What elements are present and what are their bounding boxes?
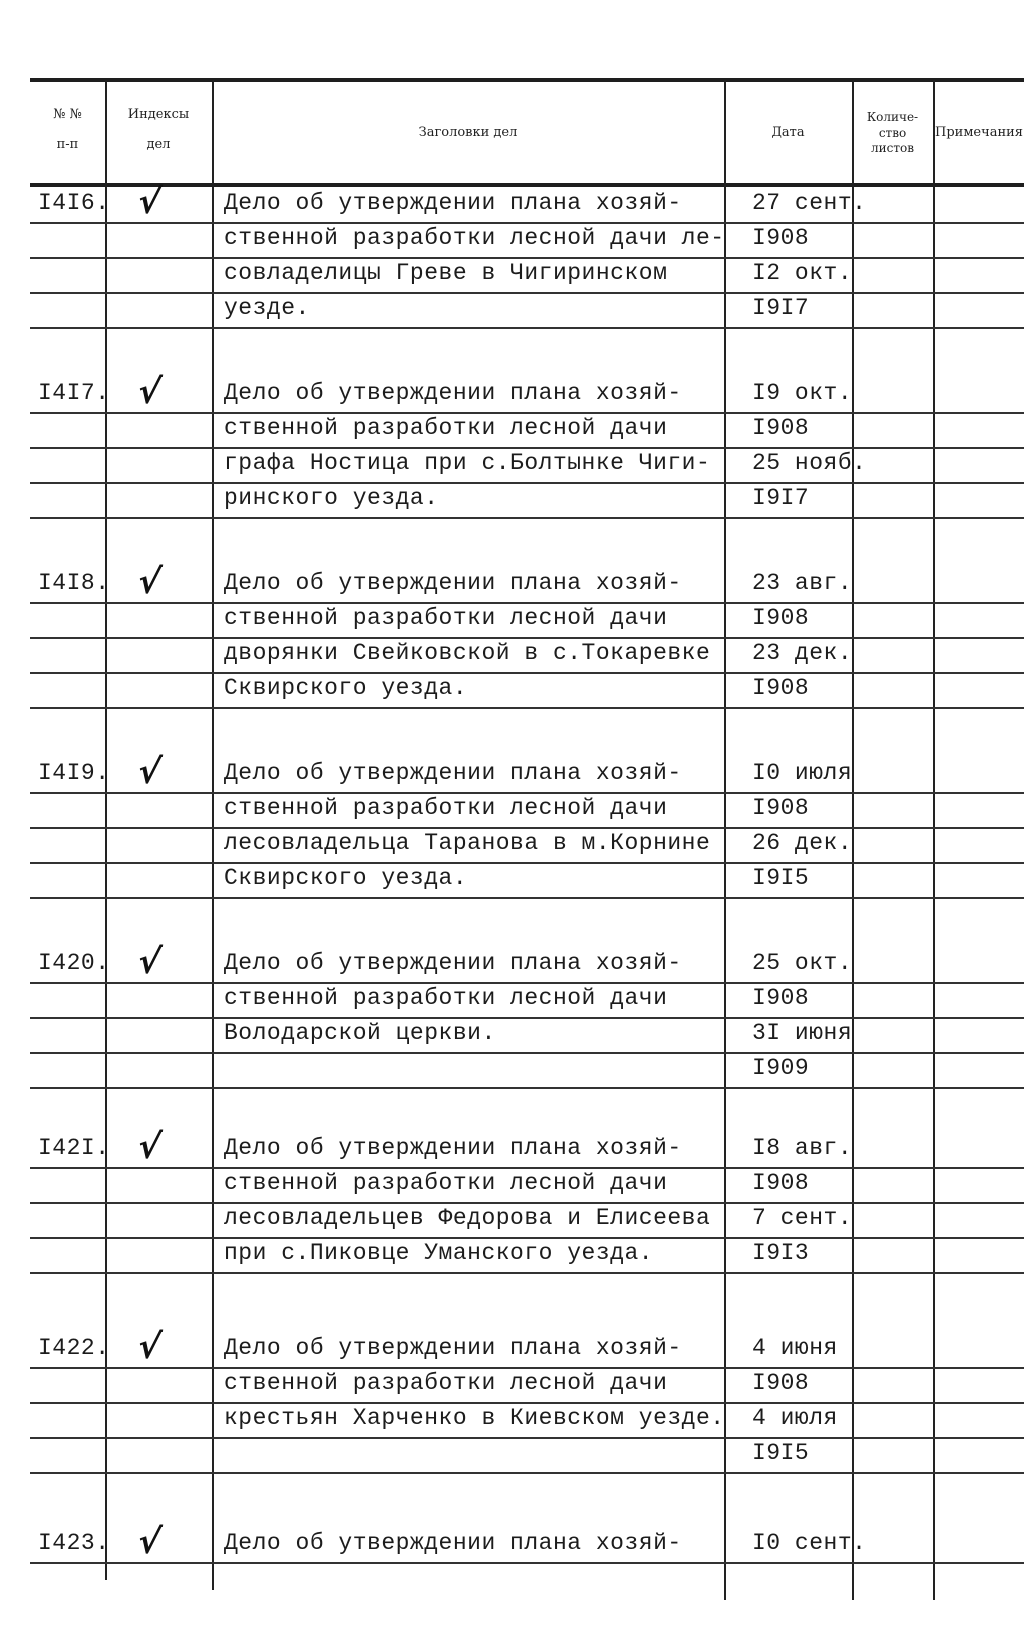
record-date-line: I908 bbox=[752, 1370, 810, 1396]
record-title-line: Дело об утверждении плана хозяй- bbox=[224, 1335, 682, 1361]
record-title-line: уезде. bbox=[224, 295, 310, 321]
row-rule bbox=[30, 222, 1024, 224]
record-title-line: ственной разработки лесной дачи bbox=[224, 605, 668, 631]
header-bottom-rule bbox=[30, 183, 1024, 187]
record-date-line: I9I5 bbox=[752, 865, 810, 891]
record-number: I420. bbox=[38, 950, 110, 976]
row-rule bbox=[30, 672, 1024, 674]
record-title-line: Дело об утверждении плана хозяй- bbox=[224, 570, 682, 596]
record-date-line: I908 bbox=[752, 1170, 810, 1196]
row-rule bbox=[30, 897, 1024, 899]
row-rule bbox=[30, 862, 1024, 864]
record-title-line: ственной разработки лесной дачи bbox=[224, 985, 668, 1011]
row-rule bbox=[30, 1402, 1024, 1404]
record-date-line: I908 bbox=[752, 985, 810, 1011]
row-rule bbox=[30, 1237, 1024, 1239]
record-title-line: Сквирского уезда. bbox=[224, 675, 468, 701]
header-sheets-line2: ство bbox=[878, 125, 907, 140]
column-divider bbox=[933, 80, 935, 1600]
record-date-line: 4 июня bbox=[752, 1335, 838, 1361]
row-rule bbox=[30, 827, 1024, 829]
row-rule bbox=[30, 707, 1024, 709]
record-date-line: I2 окт. bbox=[752, 260, 853, 286]
row-rule bbox=[30, 1367, 1024, 1369]
record-date-line: I9 окт. bbox=[752, 380, 853, 406]
record-date-line: I9I7 bbox=[752, 485, 810, 511]
column-divider bbox=[852, 80, 854, 1600]
header-number-line1: № № bbox=[53, 107, 82, 122]
column-divider bbox=[724, 80, 726, 1600]
record-title-line: дворянки Свейковской в с.Токаревке bbox=[224, 640, 711, 666]
column-divider bbox=[212, 80, 214, 1590]
row-rule bbox=[30, 327, 1024, 329]
record-title-line: графа Ностица при с.Болтынке Чиги- bbox=[224, 450, 711, 476]
record-date-line: 7 сент. bbox=[752, 1205, 853, 1231]
header-notes: Примечания bbox=[935, 125, 1024, 140]
record-title-line: лесовладельца Таранова в м.Корнине bbox=[224, 830, 711, 856]
record-date-line: 4 июля bbox=[752, 1405, 838, 1431]
checkmark-icon: √ bbox=[135, 1127, 164, 1167]
table-top-rule bbox=[30, 78, 1024, 82]
record-date-line: I908 bbox=[752, 675, 810, 701]
row-rule bbox=[30, 1472, 1024, 1474]
record-title-line: Дело об утверждении плана хозяй- bbox=[224, 760, 682, 786]
header-title: Заголовки дел bbox=[418, 125, 518, 140]
record-title-line: при с.Пиковце Уманского уезда. bbox=[224, 1240, 654, 1266]
record-date-line: 26 дек. bbox=[752, 830, 853, 856]
record-number: I4I7. bbox=[38, 380, 110, 406]
row-rule bbox=[30, 1087, 1024, 1089]
header-sheets-line3: листов bbox=[871, 141, 914, 156]
header-number-line2: п-п bbox=[56, 136, 79, 152]
record-title-line: ственной разработки лесной дачи bbox=[224, 1170, 668, 1196]
header-number bbox=[30, 106, 105, 153]
checkmark-icon: √ bbox=[135, 942, 164, 982]
record-date-line: I909 bbox=[752, 1055, 810, 1081]
header-sheets bbox=[852, 110, 933, 157]
record-date-line: I0 сент. bbox=[752, 1530, 867, 1556]
record-title-line: Дело об утверждении плана хозяй- bbox=[224, 380, 682, 406]
record-date-line: I9I5 bbox=[752, 1440, 810, 1466]
row-rule bbox=[30, 637, 1024, 639]
header-index-line2: дел bbox=[146, 136, 171, 152]
record-title-line: крестьян Харченко в Киевском уезде. bbox=[224, 1405, 725, 1431]
record-number: I4I9. bbox=[38, 760, 110, 786]
row-rule bbox=[30, 517, 1024, 519]
checkmark-icon: √ bbox=[135, 372, 164, 412]
record-number: I4I6. bbox=[38, 190, 110, 216]
record-number: I422. bbox=[38, 1335, 110, 1361]
record-date-line: I908 bbox=[752, 415, 810, 441]
record-number: I4I8. bbox=[38, 570, 110, 596]
checkmark-icon: √ bbox=[135, 1522, 164, 1562]
header-sheets-line1: Количе- bbox=[866, 110, 919, 124]
record-title-line: ственной разработки лесной дачи bbox=[224, 795, 668, 821]
record-number: I42I. bbox=[38, 1135, 110, 1161]
record-title-line: ственной разработки лесной дачи ле- bbox=[224, 225, 725, 251]
record-title-line: совладелицы Греве в Чигиринском bbox=[224, 260, 668, 286]
row-rule bbox=[30, 1272, 1024, 1274]
checkmark-icon: √ bbox=[135, 562, 164, 602]
record-date-line: I908 bbox=[752, 605, 810, 631]
header-index-line1: Индексы bbox=[127, 107, 190, 122]
row-rule bbox=[30, 982, 1024, 984]
record-title-line: ственной разработки лесной дачи bbox=[224, 415, 668, 441]
record-title-line: Дело об утверждении плана хозяй- bbox=[224, 190, 682, 216]
record-date-line: I908 bbox=[752, 795, 810, 821]
record-date-line: I9I7 bbox=[752, 295, 810, 321]
row-rule bbox=[30, 1052, 1024, 1054]
row-rule bbox=[30, 1437, 1024, 1439]
record-date-line: 27 сент. bbox=[752, 190, 867, 216]
record-date-line: I908 bbox=[752, 225, 810, 251]
row-rule bbox=[30, 1017, 1024, 1019]
record-title-line: Дело об утверждении плана хозяй- bbox=[224, 1530, 682, 1556]
record-date-line: 25 нояб. bbox=[752, 450, 867, 476]
record-title-line: Дело об утверждении плана хозяй- bbox=[224, 1135, 682, 1161]
record-date-line: I8 авг. bbox=[752, 1135, 853, 1161]
record-title-line: ринского уезда. bbox=[224, 485, 439, 511]
row-rule bbox=[30, 1562, 1024, 1564]
row-rule bbox=[30, 257, 1024, 259]
checkmark-icon: √ bbox=[135, 1327, 164, 1367]
row-rule bbox=[30, 292, 1024, 294]
header-date: Дата bbox=[771, 125, 805, 140]
record-title-line: ственной разработки лесной дачи bbox=[224, 1370, 668, 1396]
row-rule bbox=[30, 412, 1024, 414]
record-title-line: Дело об утверждении плана хозяй- bbox=[224, 950, 682, 976]
record-date-line: 23 дек. bbox=[752, 640, 853, 666]
record-date-line: 25 окт. bbox=[752, 950, 853, 976]
record-title-line: Володарской церкви. bbox=[224, 1020, 496, 1046]
header-index bbox=[105, 106, 212, 153]
record-date-line: 23 авг. bbox=[752, 570, 853, 596]
checkmark-icon: √ bbox=[135, 182, 164, 222]
record-title-line: лесовладельцев Федорова и Елисеева bbox=[224, 1205, 711, 1231]
record-date-line: I0 июля bbox=[752, 760, 853, 786]
record-number: I423. bbox=[38, 1530, 110, 1556]
checkmark-icon: √ bbox=[135, 752, 164, 792]
row-rule bbox=[30, 792, 1024, 794]
record-date-line: 3I июня bbox=[752, 1020, 853, 1046]
row-rule bbox=[30, 602, 1024, 604]
row-rule bbox=[30, 447, 1024, 449]
record-title-line: Сквирского уезда. bbox=[224, 865, 468, 891]
row-rule bbox=[30, 1202, 1024, 1204]
record-date-line: I9I3 bbox=[752, 1240, 810, 1266]
row-rule bbox=[30, 482, 1024, 484]
row-rule bbox=[30, 1167, 1024, 1169]
